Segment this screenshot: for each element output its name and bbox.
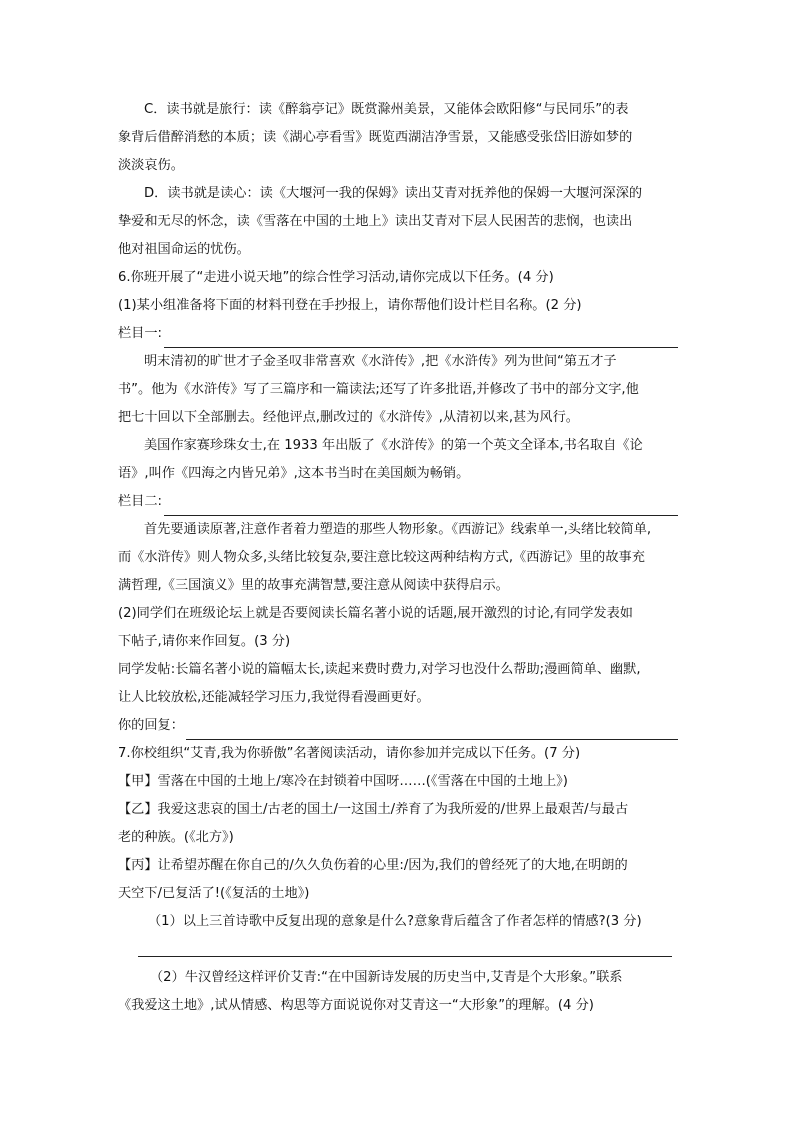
reply-label: 你的回复： bbox=[118, 718, 184, 733]
reply-field[interactable] bbox=[118, 712, 678, 740]
option-d-line-1: D．读书就是读心：读《大堰河一我的保姆》读出艾青对抚养他的保姆一大堰河深深的 bbox=[144, 186, 643, 201]
poem-bing-line-2: 天空下/已复活了!(《复活的土地》) bbox=[118, 886, 310, 901]
option-c-line-2: 象背后借醉消愁的本质；读《湖心亭看雪》既览西湖洁净雪景，又能感受张岱旧游如梦的 bbox=[118, 130, 633, 145]
poem-yi-line-1: 【乙】我爱这悲哀的国土/古老的国土/一这国土/养育了为我所爱的/世界上最艰苦/与最古 bbox=[118, 802, 629, 817]
column-one-field[interactable] bbox=[118, 320, 678, 348]
forum-post-line-1: 同学发帖:长篇名著小说的篇幅太长,读起来费时费力,对学习也没什么帮助;漫画简单、幽默, bbox=[118, 662, 641, 677]
option-d-line-2: 挚爱和无尽的怀念，读《雪落在中国的土地上》读出艾青对下层人民困苦的悲悯，也读出 bbox=[118, 214, 633, 229]
passage-3-line-1: 首先要通读原著,注意作者着力塑造的那些人物形象。《西游记》线索单一,头绪比较简单, bbox=[144, 522, 652, 537]
column-one-answer-line[interactable] bbox=[164, 327, 678, 348]
question-6-part-1: (1)某小组准备将下面的材料刊登在手抄报上，请你帮他们设计栏目名称。(2 分) bbox=[118, 298, 582, 313]
question-7-part-1-answer-area[interactable] bbox=[118, 936, 678, 964]
passage-2-line-2: 语》,叫作《四海之内皆兄弟》,这本书当时在美国颇为畅销。 bbox=[118, 466, 470, 481]
question-6-part-2-line-2: 下帖子,请你来作回复。(3 分) bbox=[118, 634, 291, 649]
passage-1-line-2: 书”。他为《水浒传》写了三篇序和一篇读法;还写了许多批语,并修改了书中的部分文字,他 bbox=[118, 382, 639, 397]
question-7: 7.你校组织“艾青,我为你骄傲”名著阅读活动，请你参加并完成以下任务。(7 分) bbox=[118, 746, 581, 761]
passage-1-line-3: 把七十回以下全部删去。经他评点,删改过的《水浒传》,从清初以来,甚为风行。 bbox=[118, 410, 579, 425]
reply-answer-line[interactable] bbox=[186, 719, 678, 740]
passage-1-line-1: 明末清初的旷世才子金圣叹非常喜欢《水浒传》,把《水浒传》列为世间“第五才子 bbox=[144, 354, 617, 369]
option-d-line-3: 他对祖国命运的忧伤。 bbox=[118, 242, 250, 257]
poem-jia: 【甲】雪落在中国的土地上/寒冷在封锁着中国呀……(《雪落在中国的土地上》) bbox=[118, 774, 568, 789]
poem-yi-line-2: 老的种族。(《北方》) bbox=[118, 830, 234, 845]
forum-post-line-2: 让人比较放松,还能减轻学习压力,我觉得看漫画更好。 bbox=[118, 690, 430, 705]
question-6-part-2-line-1: (2)同学们在班级论坛上就是否要阅读长篇名著小说的话题,展开激烈的讨论,有同学发表如 bbox=[118, 606, 633, 621]
question-7-part-2-line-1: （2）牛汉曾经这样评价艾青:“在中国新诗发展的历史当中,艾青是个大形象。”联系 bbox=[150, 970, 623, 985]
option-c-line-3: 淡淡哀伤。 bbox=[118, 158, 184, 173]
passage-3-line-2: 而《水浒传》则人物众多,头绪比较复杂,要注意比较这两种结构方式,《西游记》里的故事充 bbox=[118, 550, 645, 565]
column-two-field[interactable] bbox=[118, 488, 678, 516]
question-7-part-1-answer-line[interactable] bbox=[138, 956, 672, 957]
passage-3-line-3: 满哲理,《三国演义》里的故事充满智慧,要注意从阅读中获得启示。 bbox=[118, 578, 509, 593]
poem-bing-line-1: 【丙】让希望苏醒在你自己的/久久负伤着的心里:/因为,我们的曾经死了的大地,在明朗的 bbox=[118, 858, 628, 873]
question-7-part-1: （1）以上三首诗歌中反复出现的意象是什么?意象背后蕴含了作者怎样的情感?(3 分) bbox=[148, 914, 642, 929]
passage-2-line-1: 美国作家赛珍珠女士,在 1933 年出版了《水浒传》的第一个英文全译本,书名取自《论 bbox=[144, 438, 643, 453]
question-6: 6.你班开展了“走进小说天地”的综合性学习活动,请你完成以下任务。(4 分) bbox=[118, 270, 554, 285]
column-two-answer-line[interactable] bbox=[164, 495, 678, 516]
document-page bbox=[118, 96, 678, 1020]
column-one-label: 栏目一: bbox=[118, 326, 163, 341]
question-7-part-2-line-2: 《我爱这土地》,试从情感、构思等方面说说你对艾青这一“大形象”的理解。(4 分) bbox=[118, 998, 594, 1013]
option-c-line-1: C．读书就是旅行：读《醉翁亭记》既赏滁州美景，又能体会欧阳修“与民同乐”的表 bbox=[144, 102, 629, 117]
column-two-label: 栏目二: bbox=[118, 494, 163, 509]
